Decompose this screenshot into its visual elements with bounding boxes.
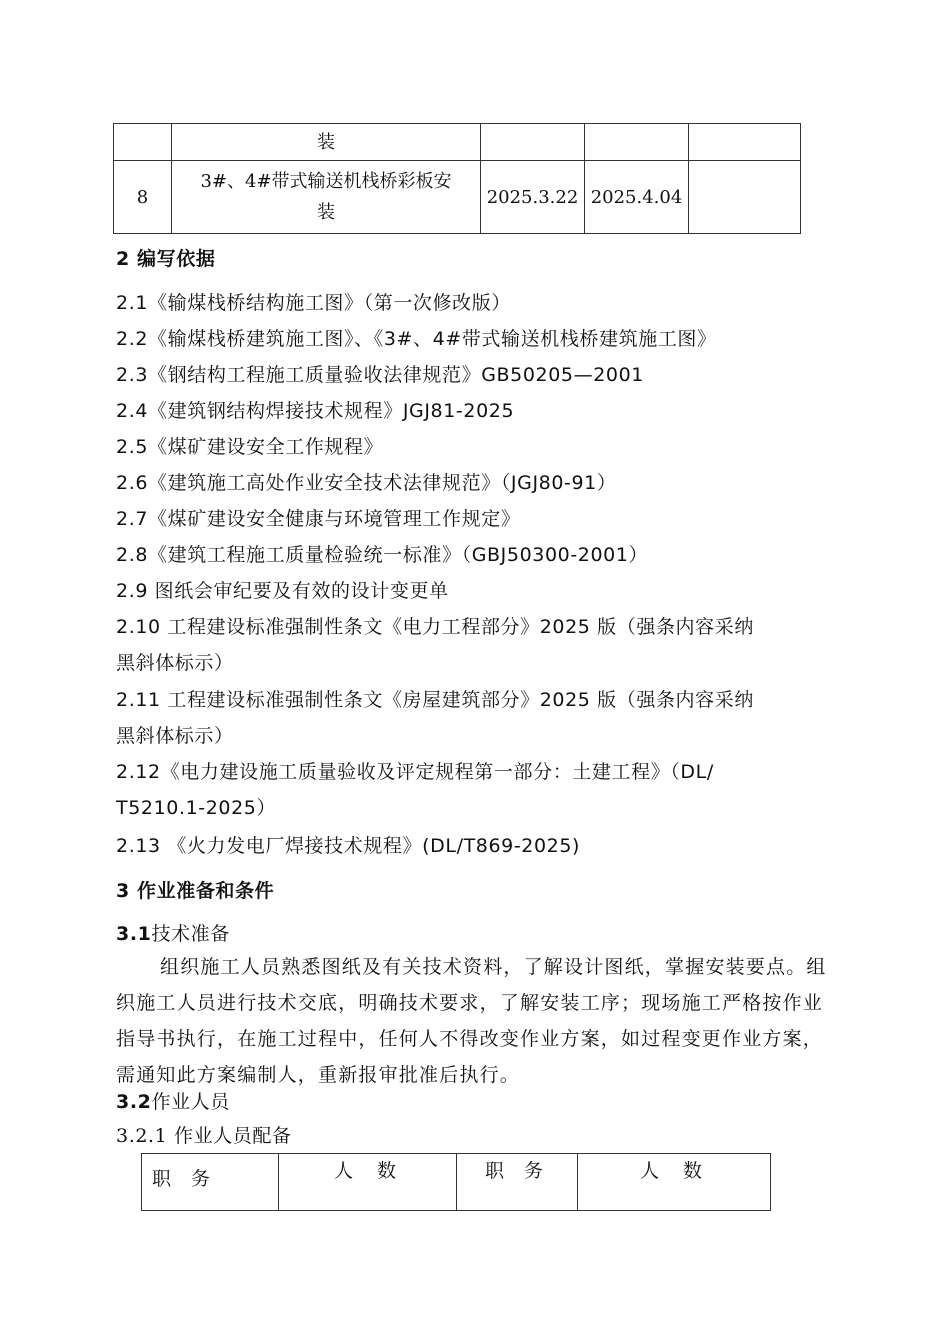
table-row [114,124,801,161]
header-count-label: 人数 [334,1160,421,1182]
technical-preparation-paragraph [116,949,836,1093]
cell-name-line2: 装 [317,202,335,223]
subsection-3-2-title: 作业人员 [151,1091,230,1113]
header-cell-position [457,1154,578,1211]
subsection-3-2-heading [116,1087,230,1114]
basis-item-2-8: 2.8《建筑工程施工质量检验统一标准》（GBJ50300-2001） [116,544,649,566]
cell-no [114,124,172,161]
subsection-3-2-1-heading: 3.2.1 作业人员配备 [116,1125,292,1147]
basis-item-2-7: 2.7《煤矿建设安全健康与环境管理工作规定》 [116,508,521,530]
cell-name [172,124,481,161]
basis-item-2-1: 2.1《输煤栈桥结构施工图》（第一次修改版） [116,292,511,314]
cell-name-text: 装 [317,131,335,153]
header-position-label: 职务 [485,1160,564,1182]
header-cell-count [279,1154,457,1211]
basis-item-2-6: 2.6《建筑施工高处作业安全技术法律规范》（JGJ80-91） [116,472,617,494]
header-cell-position [142,1154,279,1211]
basis-item-2-11-line2: 黑斜体标示） [116,725,234,747]
basis-item-2-10-line1: 2.10 工程建设标准强制性条文《电力工程部分》2025 版（强条内容采纳 [116,616,754,638]
subsection-3-1-number: 3.1 [116,923,152,945]
cell-start: 2025.3.22 [481,161,585,234]
cell-end: 2025.4.04 [585,161,689,234]
staff-table [141,1153,771,1211]
cell-no: 8 [114,161,172,234]
basis-item-2-12-line1: 2.12《电力建设施工质量验收及评定规程第一部分：土建工程》（DL/ [116,761,714,783]
paragraph-text: 组织施工人员熟悉图纸及有关技术资料，了解设计图纸，掌握安装要点。组织施工人员进行技术交底，明确技术要求，了解安装工序；现场施工严格按作业指导书执行，在施工过程中，任何人不得改变作业方案，如过程变更作业方案，需通知此方案编制人，重新报审批准后执行。 [116,956,827,1086]
cell-name [172,161,481,234]
cell-start [481,124,585,161]
basis-item-2-5: 2.5《煤矿建设安全工作规程》 [116,436,384,458]
section-2-heading: 2 编写依据 [116,248,216,270]
section-3-heading: 3 作业准备和条件 [116,880,275,902]
basis-item-2-13: 2.13 《火力发电厂焊接技术规程》(DL/T869-2025) [116,835,581,857]
header-cell-count [578,1154,771,1211]
header-count-label: 人数 [640,1160,727,1182]
basis-item-2-4: 2.4《建筑钢结构焊接技术规程》JGJ81-2025 [116,400,515,422]
table-row [142,1154,771,1211]
table-row [114,161,801,234]
basis-item-2-12-line2: T5210.1-2025） [116,797,277,819]
subsection-3-1-title: 技术准备 [151,923,230,945]
basis-item-2-2: 2.2《输煤栈桥建筑施工图》、《3#、4#带式输送机栈桥建筑施工图》 [116,328,717,350]
subsection-3-2-number: 3.2 [116,1091,152,1113]
cell-note [689,124,801,161]
cell-name-line1: 3#、4#带式输送机栈桥彩板安 [200,171,452,192]
basis-item-2-10-line2: 黑斜体标示） [116,652,234,674]
basis-item-2-11-line1: 2.11 工程建设标准强制性条文《房屋建筑部分》2025 版（强条内容采纳 [116,689,754,711]
basis-item-2-3: 2.3《钢结构工程施工质量验收法律规范》GB50205—2001 [116,364,644,386]
schedule-table [113,123,801,234]
cell-note [689,161,801,234]
subsection-3-1-heading [116,919,230,946]
cell-end [585,124,689,161]
basis-item-2-9: 2.9 图纸会审纪要及有效的设计变更单 [116,580,449,602]
header-position-label: 职务 [152,1168,231,1190]
